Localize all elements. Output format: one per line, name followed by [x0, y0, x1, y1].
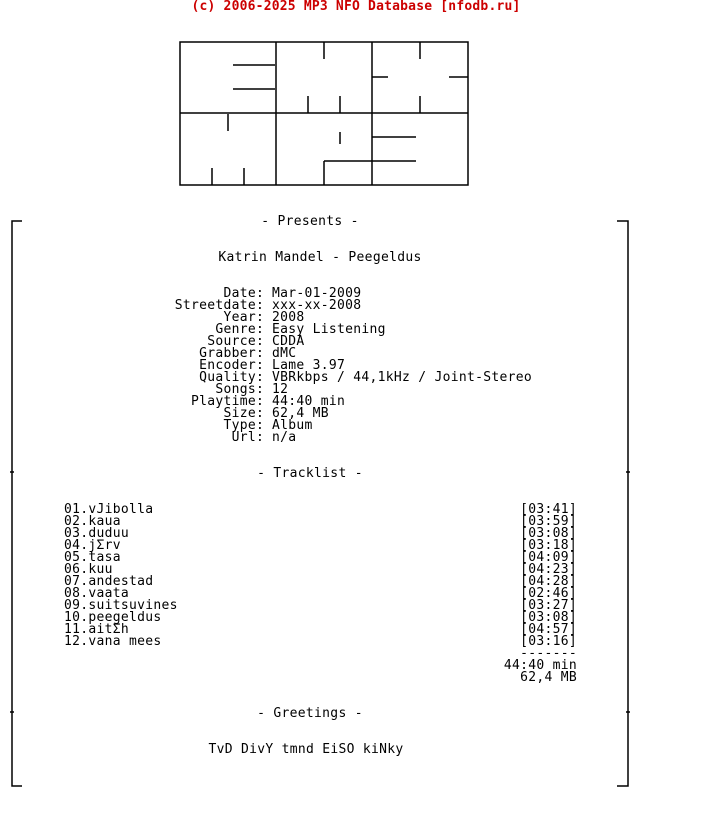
track-title: 03.duduu — [64, 526, 130, 541]
tracklist-heading: - Tracklist - — [257, 466, 363, 481]
track-duration: [04:09] — [520, 550, 577, 565]
info-separator: : — [256, 298, 265, 313]
info-row — [0, 300, 620, 312]
track-title: 06.kuu — [64, 562, 113, 577]
info-value: Mar-01-2009 — [272, 286, 362, 301]
info-separator: : — [256, 358, 265, 373]
info-value: 62,4 MB — [272, 406, 329, 421]
info-label: Genre — [215, 322, 256, 337]
emx-mp3-logo — [179, 41, 469, 186]
info-label: Type — [223, 418, 256, 433]
totals — [0, 648, 712, 684]
tracklist-heading-row — [0, 468, 620, 480]
presents-heading: - Presents - — [261, 214, 359, 229]
info-separator: : — [256, 310, 265, 325]
info-separator: : — [256, 286, 265, 301]
track-title: 05.tasa — [64, 550, 121, 565]
info-label: Date — [223, 286, 256, 301]
release-title: Katrin Mandel - Peegeldus — [218, 250, 422, 265]
track-duration: [04:23] — [520, 562, 577, 577]
track-title: 10.peegeldus — [64, 610, 162, 625]
track-title: 04.jΣrv — [64, 538, 121, 553]
track-duration: [03:18] — [520, 538, 577, 553]
info-value: 2008 — [272, 310, 305, 325]
track-duration: [03:27] — [520, 598, 577, 613]
totals-rule: ------- — [520, 646, 577, 661]
track-duration: [04:57] — [520, 622, 577, 637]
greetings-heading-row — [0, 708, 620, 720]
track-duration: [02:46] — [520, 586, 577, 601]
info-row — [0, 432, 620, 444]
info-separator: : — [256, 394, 265, 409]
track-title: 08.vaata — [64, 586, 130, 601]
info-value: n/a — [272, 430, 297, 445]
track-title: 11.aitΣh — [64, 622, 130, 637]
info-separator: : — [256, 370, 265, 385]
info-value: Lame 3.97 — [272, 358, 346, 373]
track-title: 01.vJibolla — [64, 502, 154, 517]
info-value: VBRkbps / 44,1kHz / Joint-Stereo — [272, 370, 533, 385]
nfo-body — [0, 214, 620, 757]
presents-heading-row — [0, 216, 620, 228]
info-label: Size — [223, 406, 256, 421]
release-info — [0, 288, 620, 444]
info-separator: : — [256, 334, 265, 349]
info-separator: : — [256, 406, 265, 421]
track-title: 07.andestad — [64, 574, 154, 589]
track-title: 12.vana mees — [64, 634, 162, 649]
greetings-heading: - Greetings - — [257, 706, 363, 721]
info-value: 12 — [272, 382, 289, 397]
info-value: xxx-xx-2008 — [272, 298, 362, 313]
greetings-text: TvD DivY tmnd EiSO kiNky — [208, 742, 404, 757]
track-duration: [03:59] — [520, 514, 577, 529]
release-title-row — [0, 252, 620, 264]
total-size: 62,4 MB — [520, 670, 577, 685]
copyright-header: (c) 2006-2025 MP3 NFO Database [nfodb.ru] — [191, 0, 521, 14]
track-duration: [03:08] — [520, 526, 577, 541]
tracklist — [0, 504, 712, 648]
info-label: Songs — [215, 382, 256, 397]
info-separator: : — [256, 382, 265, 397]
total-playtime: 44:40 min — [503, 658, 577, 673]
track-row — [0, 636, 712, 648]
info-value: CDDA — [272, 334, 305, 349]
info-row — [0, 372, 620, 384]
info-separator: : — [256, 322, 265, 337]
track-duration: [03:41] — [520, 502, 577, 517]
info-value: dMC — [272, 346, 297, 361]
info-value: Easy Listening — [272, 322, 386, 337]
info-row — [0, 420, 620, 432]
info-label: Url — [231, 430, 256, 445]
info-row — [0, 336, 620, 348]
track-title: 02.kaua — [64, 514, 121, 529]
info-row — [0, 324, 620, 336]
info-label: Grabber — [199, 346, 256, 361]
info-label: Encoder — [199, 358, 256, 373]
info-label: Streetdate — [174, 298, 256, 313]
info-label: Year — [223, 310, 256, 325]
track-duration: [04:28] — [520, 574, 577, 589]
info-value: 44:40 min — [272, 394, 346, 409]
info-label: Playtime — [190, 394, 256, 409]
info-value: Album — [272, 418, 313, 433]
track-duration: [03:16] — [520, 634, 577, 649]
track-title: 09.suitsuvines — [64, 598, 178, 613]
info-separator: : — [256, 430, 265, 445]
info-separator: : — [256, 418, 265, 433]
greetings-text-row — [0, 744, 620, 756]
info-label: Source — [207, 334, 256, 349]
info-separator: : — [256, 346, 265, 361]
info-label: Quality — [199, 370, 256, 385]
track-duration: [03:08] — [520, 610, 577, 625]
